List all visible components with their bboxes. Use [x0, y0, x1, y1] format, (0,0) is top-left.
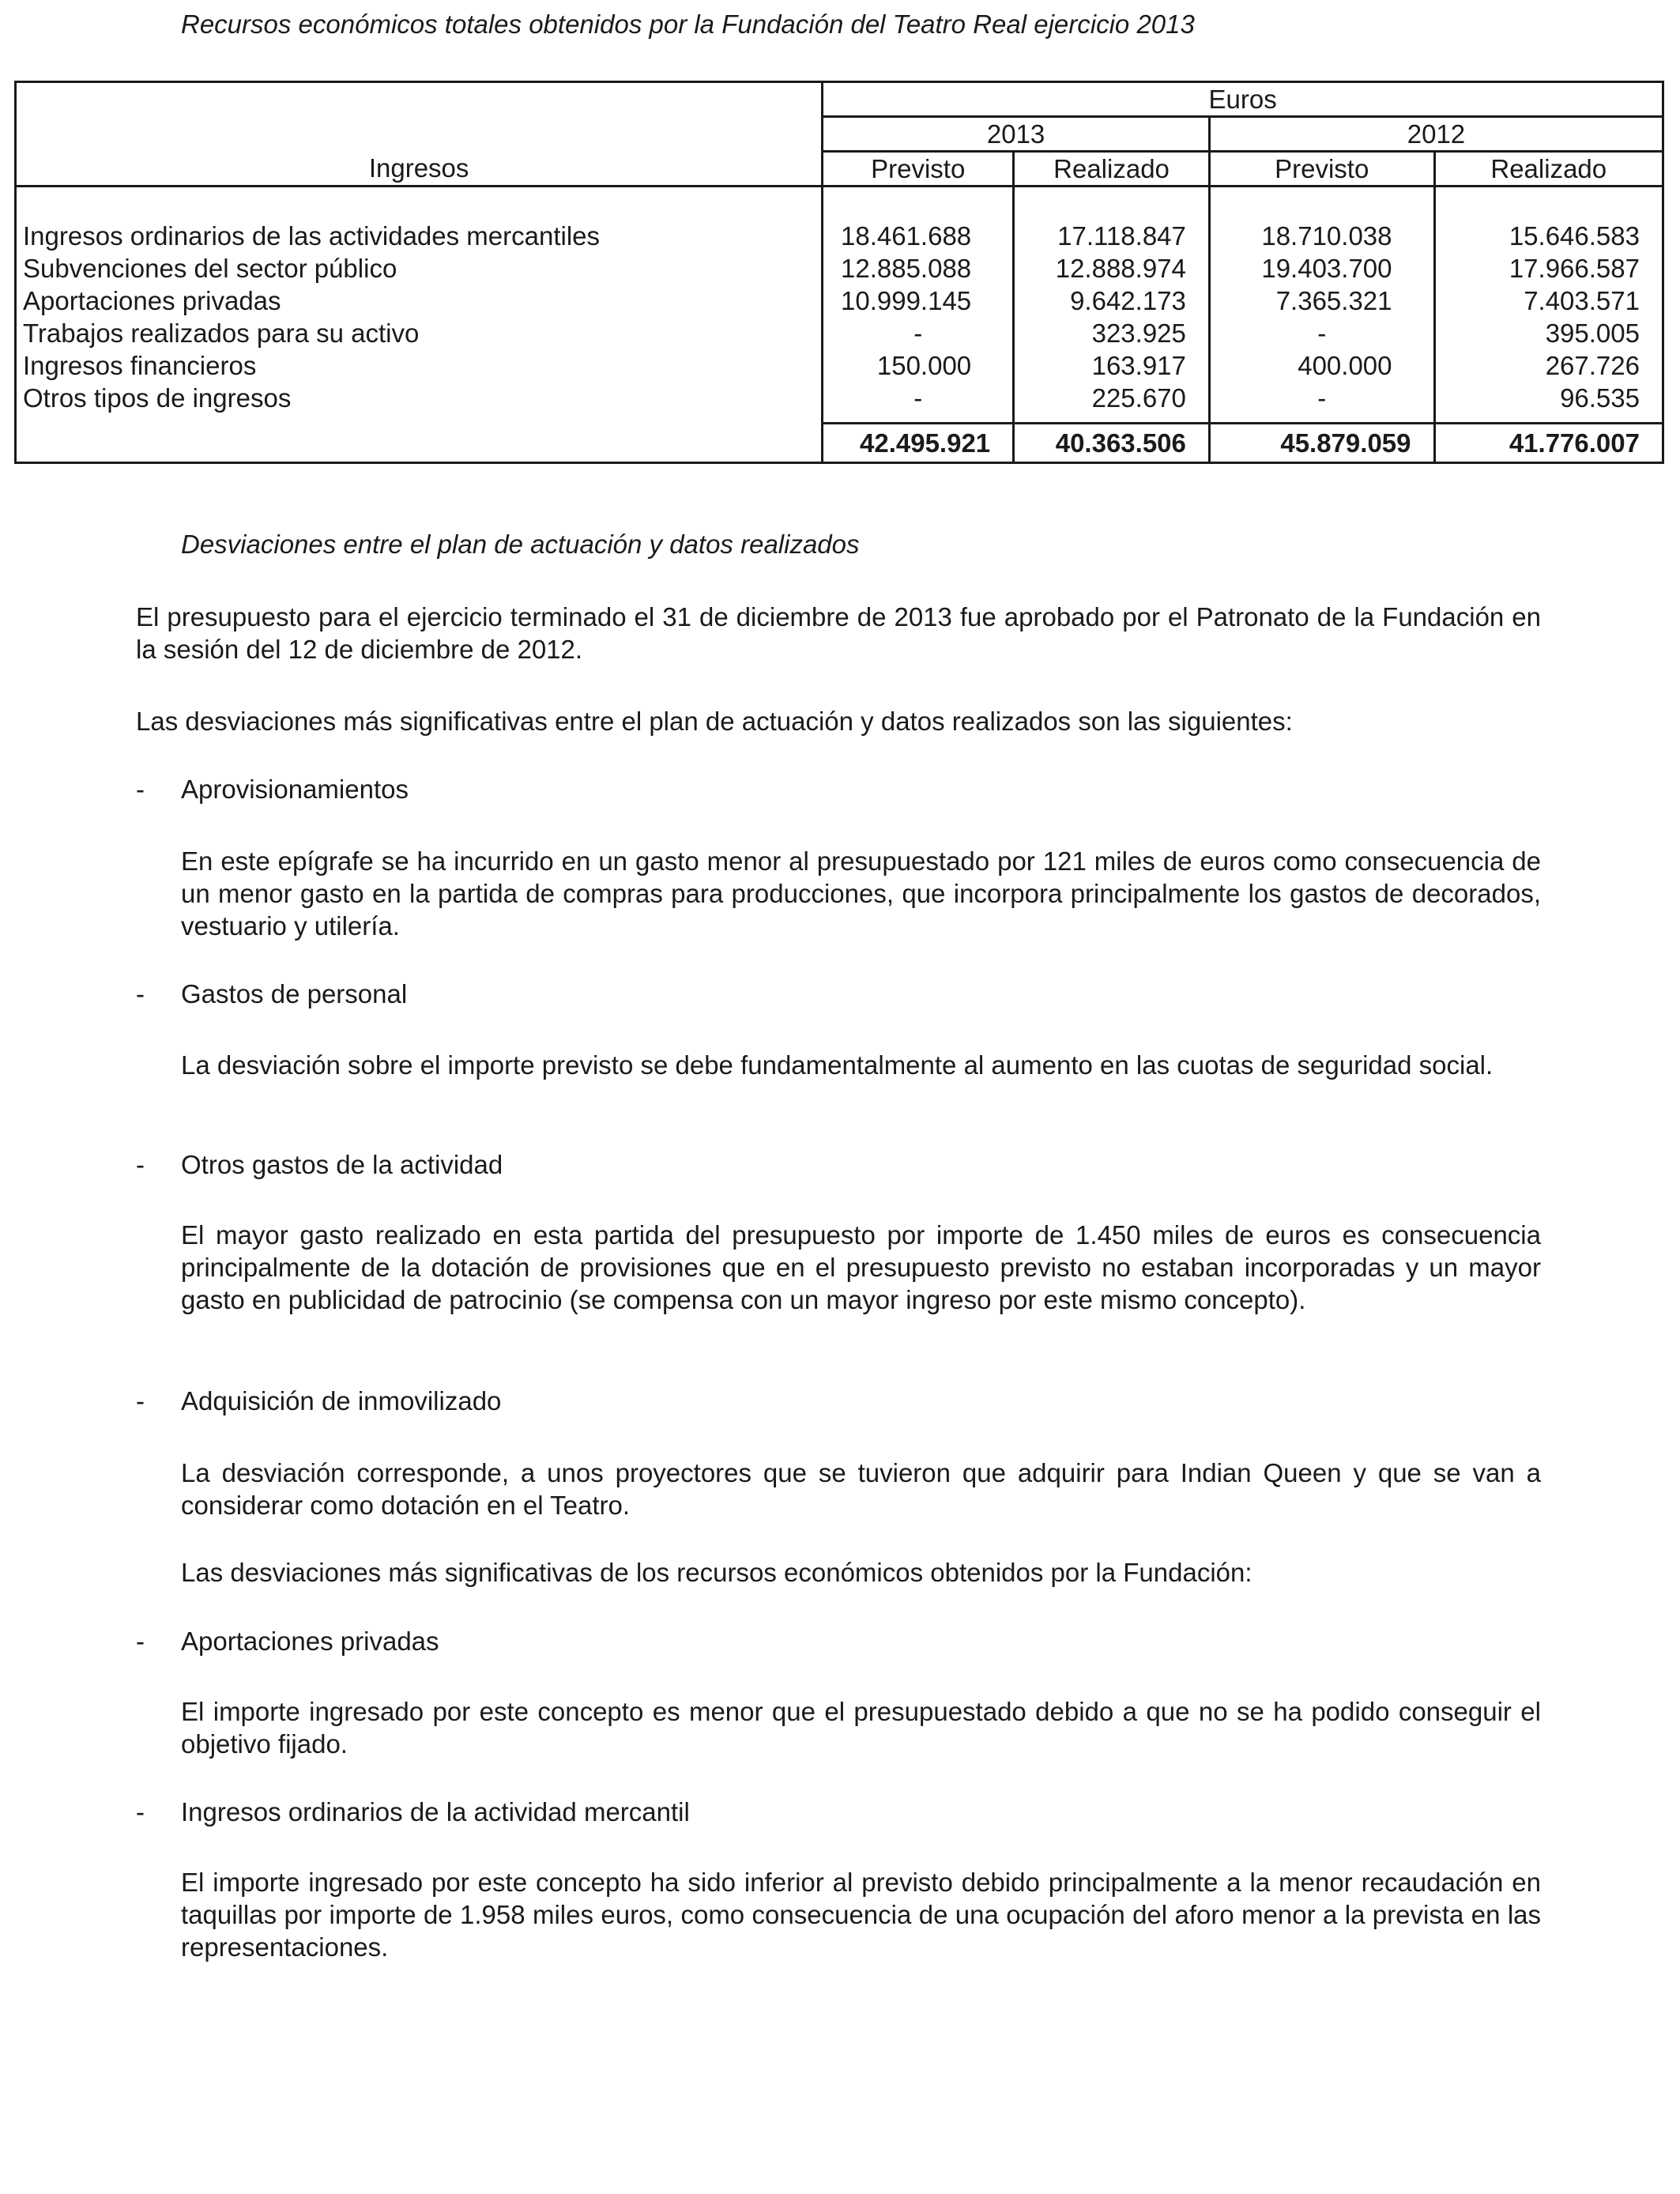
- list-item-title: - Otros gastos de la actividad: [136, 1150, 503, 1179]
- list-item-title: - Aportaciones privadas: [136, 1627, 439, 1656]
- table-header-row: [16, 152, 1663, 187]
- table-row: [16, 317, 1663, 349]
- list-item-text: El importe ingresado por este concepto ha sido inferior al previsto debido principalmente a la menor recaudación en taquillas por importe de 1.958 miles euros, como consecuencia de una ocupación del aforo menor a la prevista en las representaciones.: [181, 1868, 1541, 1962]
- table-row: [16, 349, 1663, 382]
- row-label: Otros tipos de ingresos: [23, 383, 292, 413]
- cell-value: 225.670: [1014, 382, 1210, 414]
- table-header-row: [16, 82, 1663, 117]
- cell-value: 12.885.088: [823, 252, 1014, 285]
- cell-value: 7.403.571: [1434, 285, 1663, 317]
- row-label: Ingresos ordinarios de las actividades mercantiles: [23, 221, 601, 251]
- cell-value: 17.118.847: [1014, 220, 1210, 252]
- cell-value: 15.646.583: [1434, 220, 1663, 252]
- col-header: Previsto: [823, 152, 1014, 187]
- row-label: Ingresos financieros: [23, 350, 257, 380]
- cell-value: 96.535: [1434, 382, 1663, 414]
- row-label: Trabajos realizados para su activo: [23, 318, 420, 348]
- cell-value: 17.966.587: [1434, 252, 1663, 285]
- list-item-title: - Gastos de personal: [136, 979, 408, 1008]
- cell-value: 395.005: [1434, 317, 1663, 349]
- list-item-text: El importe ingresado por este concepto es menor que el presupuestado debido a que no se ha podido conseguir el objetivo fijado.: [181, 1697, 1541, 1759]
- list-item-text: La desviación corresponde, a unos proyectores que se tuvieron que adquirir para Indian Queen y que se van a considerar como dotación en el Teatro.: [181, 1458, 1541, 1520]
- total-value: 45.879.059: [1209, 424, 1434, 463]
- income-table: [14, 81, 1664, 464]
- spacer-row: [16, 414, 1663, 424]
- list-item-text: El mayor gasto realizado en esta partida del presupuesto por importe de 1.450 miles de euros es consecuencia principalmente de la dotación de provisiones que en el presupuesto previsto no estaban incorporadas y un mayor gasto en publicidad de patrocinio (se compensa con un mayor ingreso por este mismo concepto).: [181, 1220, 1541, 1314]
- col-header: Previsto: [1209, 152, 1434, 187]
- document-title: Recursos económicos totales obtenidos por la Fundación del Teatro Real ejercicio 2013: [181, 9, 1195, 39]
- total-value: 42.495.921: [823, 424, 1014, 463]
- row-label: Subvenciones del sector público: [23, 253, 397, 283]
- col-header: Realizado: [1014, 152, 1210, 187]
- cell-value: -: [1209, 382, 1434, 414]
- list-item-title: - Adquisición de inmovilizado: [136, 1386, 502, 1416]
- table-row: [16, 220, 1663, 252]
- cell-value: 323.925: [1014, 317, 1210, 349]
- totals-row: [16, 424, 1663, 463]
- resources-intro: Las desviaciones más significativas de los recursos económicos obtenidos por la Fundación:: [181, 1558, 1252, 1587]
- intro-paragraph: El presupuesto para el ejercicio terminado el 31 de diciembre de 2013 fue aprobado por el Patronato de la Fundación en la sesión del 12 de diciembre de 2012.: [136, 602, 1541, 664]
- cell-value: 10.999.145: [823, 285, 1014, 317]
- cell-value: 18.461.688: [823, 220, 1014, 252]
- total-value: 40.363.506: [1014, 424, 1210, 463]
- table-row: [16, 252, 1663, 285]
- table-header-row: [16, 117, 1663, 152]
- table-row: [16, 285, 1663, 317]
- section-title: Desviaciones entre el plan de actuación y datos realizados: [181, 530, 860, 559]
- cell-value: -: [1209, 317, 1434, 349]
- table-row: [16, 382, 1663, 414]
- unit-header: Euros: [823, 82, 1663, 117]
- list-item-text: La desviación sobre el importe previsto se debe fundamentalmente al aumento en las cuotas de seguridad social.: [181, 1050, 1494, 1080]
- list-item-text: En este epígrafe se ha incurrido en un gasto menor al presupuestado por 121 miles de euros como consecuencia de un menor gasto en la partida de compras para producciones, que incorpora principalmente los gastos de decorados, vestuario y utilería.: [181, 846, 1541, 941]
- cell-value: -: [823, 382, 1014, 414]
- cell-value: 9.642.173: [1014, 285, 1210, 317]
- row-label: Aportaciones privadas: [23, 285, 281, 315]
- list-item-title: - Ingresos ordinarios de la actividad mercantil: [136, 1797, 690, 1826]
- row-header: Ingresos: [368, 153, 469, 183]
- year-header: 2012: [1209, 117, 1663, 152]
- col-header: Realizado: [1434, 152, 1663, 187]
- deviations-intro: Las desviaciones más significativas entre el plan de actuación y datos realizados son las siguientes:: [136, 707, 1293, 736]
- cell-value: 163.917: [1014, 349, 1210, 382]
- cell-value: 18.710.038: [1209, 220, 1434, 252]
- cell-value: 7.365.321: [1209, 285, 1434, 317]
- list-item-title: - Aprovisionamientos: [136, 775, 409, 804]
- spacer-row: [16, 187, 1663, 220]
- year-header: 2013: [823, 117, 1210, 152]
- cell-value: 400.000: [1209, 349, 1434, 382]
- cell-value: -: [823, 317, 1014, 349]
- cell-value: 150.000: [823, 349, 1014, 382]
- total-value: 41.776.007: [1434, 424, 1663, 463]
- cell-value: 267.726: [1434, 349, 1663, 382]
- cell-value: 19.403.700: [1209, 252, 1434, 285]
- cell-value: 12.888.974: [1014, 252, 1210, 285]
